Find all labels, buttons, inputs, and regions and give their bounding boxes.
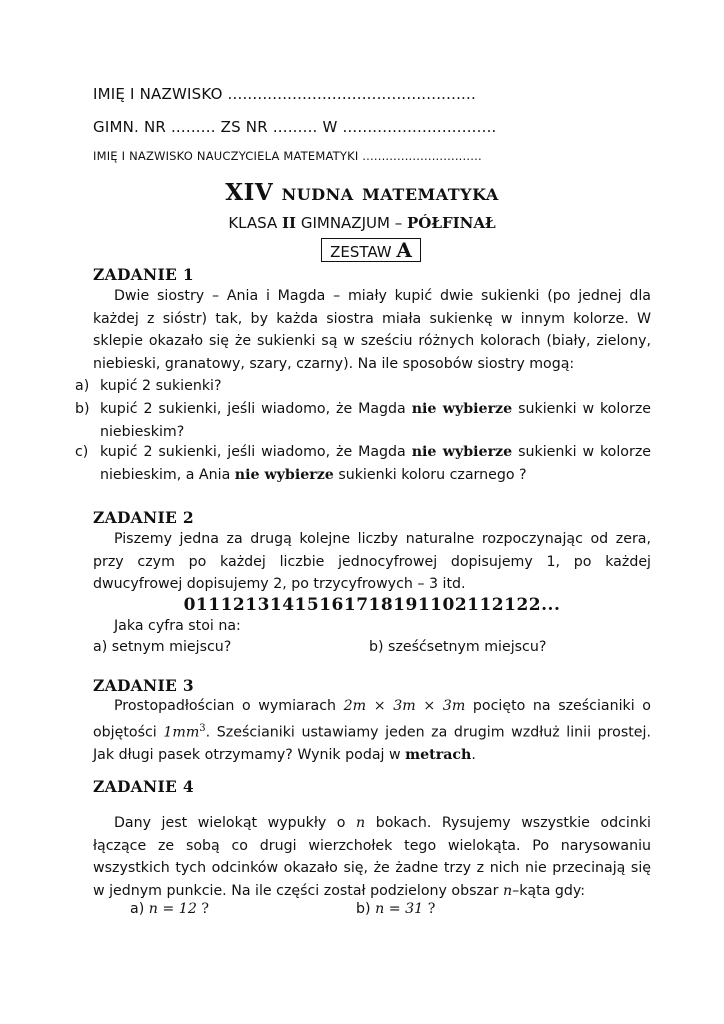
task1-b-pre: kupić 2 sukienki, jeśli wiadomo, że Magda [100,401,406,417]
task3-text [93,695,651,766]
contest-subtitle [0,214,724,232]
task3-p4: . [471,746,476,763]
task1-b-emph: nie wybierze [411,401,513,417]
task1-item-b [75,398,651,443]
task4-a-label: a) [130,901,145,917]
class-number: II [282,214,297,232]
student-name-line: IMIĘ I NAZWISKO .................................................. [93,85,476,103]
task1-c-post: sukienki koloru czarnego ? [338,466,527,483]
task4-heading: ZADANIE 4 [93,777,194,796]
task1-c-pre: kupić 2 sukienki, jeśli wiadomo, że Magda [100,444,406,460]
task2-heading: ZADANIE 2 [93,508,194,527]
set-box [321,238,421,262]
school-number-line: GIMN. NR ......... ZS NR ......... W ............................... [93,118,497,136]
task1-c-mid: sukienki w kolorze niebieskim, a Ania [100,444,651,483]
task3-p3: . Sześcianiki ustawiamy jeden za drugim wzdłuż linii prostej. Jak długi pasek otrzymamy? Wynik podaj w [93,724,651,763]
task4-n2: n [502,882,513,899]
task1-a-label: a) [75,378,90,394]
task1-c-text [100,441,651,486]
task2-intro: Piszemy jedna za drugą kolejne liczby naturalne rozpoczynając od zera, przy czym po każdej liczbie jednocyfrowej dopisujemy 1, po każdej dwucyfrowej dopisujemy 2, po trzycyfrowych – 3 itd. [93,531,651,592]
task4-b-label: b) [356,901,371,917]
stage-name: PÓŁFINAŁ [406,214,496,232]
task1-intro: Dwie siostry – Ania i Magda – miały kupić dwie sukienki (po jednej dla każdej z sióstr) tak, by każda siostra miała sukienkę w innym kolorze. W sklepie okazało się że sukienki są w sześciu różnych kolorach (biały, zielony, niebieski, granatowy, szary, czarny). Na ile sposobów siostry mogą: [93,288,651,372]
task3-dimensions: 2m × 3m × 3m [343,698,466,714]
task3-heading: ZADANIE 3 [93,676,194,695]
teacher-name-line: IMIĘ I NAZWISKO NAUCZYCIELA MATEMATYKI ............................... [93,149,482,163]
task1-b-post: sukienki w kolorze niebieskim? [100,401,651,440]
task1-c-label: c) [75,444,89,460]
task1-item-c [75,441,651,486]
digit-sequence: 01112131415161718191102112122... [183,595,561,615]
task1-item-a [75,375,651,398]
task2-item-b: b) sześćsetnym miejscu? [369,639,547,655]
task4-item-b [356,901,435,917]
task4-p2: bokach. Rysujemy wszystkie odcinki łączące ze sobą co drugi wierzchołek tego wielokąta. Po narysowaniu wszystkich tych odcinków okazało się, że żadne trzy z nich nie przecinają się w jednym punkcie. Na ile części został podzielony obszar [93,815,651,899]
task1-b-label: b) [75,401,90,417]
task3-volume-exponent: 3 [199,722,206,734]
task4-n: n [356,815,366,831]
set-letter: A [396,238,412,262]
task4-p1: Dany jest wielokąt wypukły o [114,815,346,831]
task4-text [93,812,651,902]
task3-volume: 1mm [163,724,200,741]
task1-b-text [100,398,651,443]
set-label: ZESTAW [330,243,392,261]
task4-b-expr: n = 31 [375,901,424,917]
contest-title: XIV nudna matematyka [225,179,499,206]
task1-c-emph2: nie wybierze [234,466,334,483]
task4-b-q: ? [427,901,436,917]
task4-a-q: ? [201,901,209,917]
school-type: GIMNAZJUM – [300,214,403,232]
task3-p2: pocięto na sześcianiki o objętości [93,698,651,741]
task1-heading: ZADANIE 1 [93,265,194,284]
task3-p1: Prostopadłościan o wymiarach [114,698,337,714]
task2-question: Jaka cyfra stoi na: [114,618,241,634]
task4-item-a [130,901,209,917]
task2-item-a: a) setnym miejscu? [93,639,232,655]
task1-c-emph1: nie wybierze [411,444,513,460]
task4-a-expr: n = 12 [148,901,197,917]
task3-unit: metrach [405,746,472,763]
class-prefix: KLASA [228,214,278,232]
task4-p3: –kąta gdy: [512,882,586,899]
task1-a-text: kupić 2 sukienki? [100,378,222,394]
